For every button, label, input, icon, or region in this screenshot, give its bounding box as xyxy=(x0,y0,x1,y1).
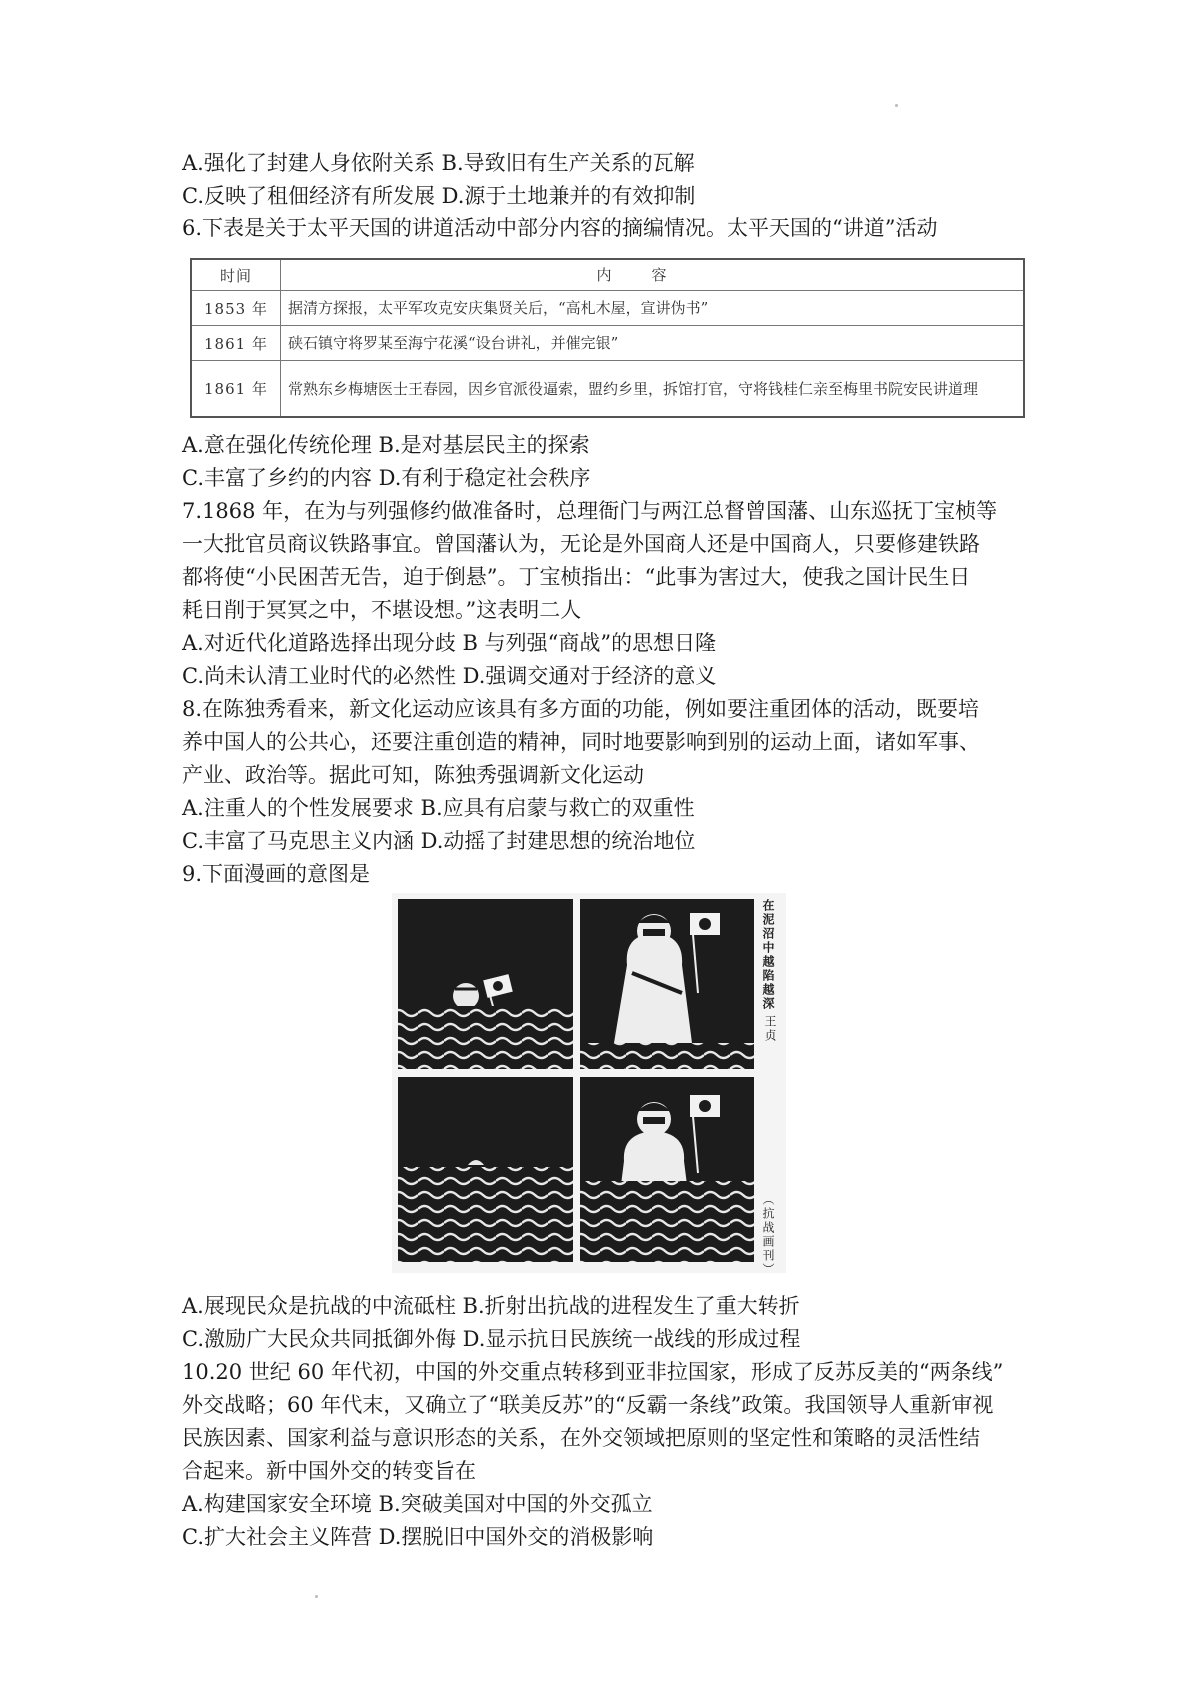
q8-stem-line: 产业、政治等。据此可知，陈独秀强调新文化运动 xyxy=(182,763,644,787)
cartoon-title: 在泥沼中越陷越深 xyxy=(761,899,775,1011)
table-cell-year: 1861 年 xyxy=(192,326,281,360)
q10-stem-line: 10.20 世纪 60 年代初，中国的外交重点转移到亚非拉国家，形成了反苏反美的“两条线” xyxy=(182,1360,1004,1384)
table-cell-content: 常熟东乡梅塘医士王春园，因乡官派役逼索，盟约乡里，拆馆打官，守将钱桂仁亲至梅里书院安民讲道理 xyxy=(288,379,979,398)
table-row xyxy=(192,291,1023,326)
q8-option-cd: C.丰富了马克思主义内涵 D.动摇了封建思想的统治地位 xyxy=(182,829,696,853)
table-header-time: 时间 xyxy=(192,260,281,290)
q6-option-ab: A.意在强化传统伦理 B.是对基层民主的探索 xyxy=(182,433,590,457)
scan-speck xyxy=(315,1595,318,1598)
table-row xyxy=(192,326,1023,361)
q5-option-cd: C.反映了租佃经济有所发展 D.源于土地兼并的有效抑制 xyxy=(182,184,696,208)
cartoon-author: 王贞 xyxy=(763,1015,777,1043)
cartoon-panel-1 xyxy=(398,899,573,1069)
cartoon-drawing xyxy=(392,893,786,1277)
table-header-content: 内容 xyxy=(596,266,707,284)
q8-stem-line: 8.在陈独秀看来，新文化运动应该具有多方面的功能，例如要注重团体的活动，既要培 xyxy=(182,697,980,721)
scan-speck xyxy=(895,104,898,107)
table-cell-content: 据清方探报，太平军攻克安庆集贤关后，“高札木屋，宣讲伪书” xyxy=(288,299,709,317)
table-cell-content: 硖石镇守将罗某至海宁花溪“设台讲礼，并催完银” xyxy=(288,334,619,352)
table-cell-year: 1853 年 xyxy=(192,291,281,325)
q7-stem-line: 耗日削于冥冥之中，不堪设想。”这表明二人 xyxy=(182,598,582,622)
table-cell-year: 1861 年 xyxy=(192,361,281,416)
q10-stem-line: 合起来。新中国外交的转变旨在 xyxy=(182,1459,476,1483)
q7-stem-line: 都将使“小民困苦无告，迫于倒悬”。丁宝桢指出：“此事为害过大，使我之国计民生日 xyxy=(182,565,971,589)
q10-stem-line: 外交战略；60 年代末，又确立了“联美反苏”的“反霸一条线”政策。我国领导人重新审视 xyxy=(182,1393,994,1417)
q6-stem: 6.下表是关于太平天国的讲道活动中部分内容的摘编情况。太平天国的“讲道”活动 xyxy=(182,216,938,240)
q10-option-ab: A.构建国家安全环境 B.突破美国对中国的外交孤立 xyxy=(182,1492,653,1516)
q8-stem-line: 养中国人的公共心，还要注重创造的精神，同时地要影响到别的运动上面，诸如军事、 xyxy=(182,730,980,754)
cartoon-panel-3 xyxy=(398,1077,573,1262)
q10-stem-line: 民族因素、国家利益与意识形态的关系，在外交领域把原则的坚定性和策略的灵活性结 xyxy=(182,1426,980,1450)
q6-table xyxy=(190,258,1025,418)
q9-option-ab: A.展现民众是抗战的中流砥柱 B.折射出抗战的进程发生了重大转折 xyxy=(182,1294,800,1318)
cartoon-panel-4 xyxy=(580,1077,754,1262)
q8-option-ab: A.注重人的个性发展要求 B.应具有启蒙与救亡的双重性 xyxy=(182,796,695,820)
q7-option-cd: C.尚未认清工业时代的必然性 D.强调交通对于经济的意义 xyxy=(182,664,717,688)
table-header-row xyxy=(192,260,1023,291)
q9-cartoon xyxy=(392,893,786,1277)
q9-stem: 9.下面漫画的意图是 xyxy=(182,862,371,886)
q5-option-ab: A.强化了封建人身依附关系 B.导致旧有生产关系的瓦解 xyxy=(182,151,695,175)
q7-stem-line: 7.1868 年，在为与列强修约做准备时，总理衙门与两江总督曾国藩、山东巡抚丁宝桢等 xyxy=(182,499,998,523)
q7-stem-line: 一大批官员商议铁路事宜。曾国藩认为，无论是外国商人还是中国商人，只要修建铁路 xyxy=(182,532,980,556)
q10-option-cd: C.扩大社会主义阵营 D.摆脱旧中国外交的消极影响 xyxy=(182,1525,654,1549)
q7-option-ab: A.对近代化道路选择出现分歧 B 与列强“商战”的思想日隆 xyxy=(182,631,717,655)
q6-option-cd: C.丰富了乡约的内容 D.有利于稳定社会秩序 xyxy=(182,466,591,490)
cartoon-source: （抗战画刊） xyxy=(761,1193,775,1277)
q9-option-cd: C.激励广大民众共同抵御外侮 D.显示抗日民族统一战线的形成过程 xyxy=(182,1327,801,1351)
table-row xyxy=(192,361,1023,416)
cartoon-panel-2 xyxy=(580,899,754,1069)
